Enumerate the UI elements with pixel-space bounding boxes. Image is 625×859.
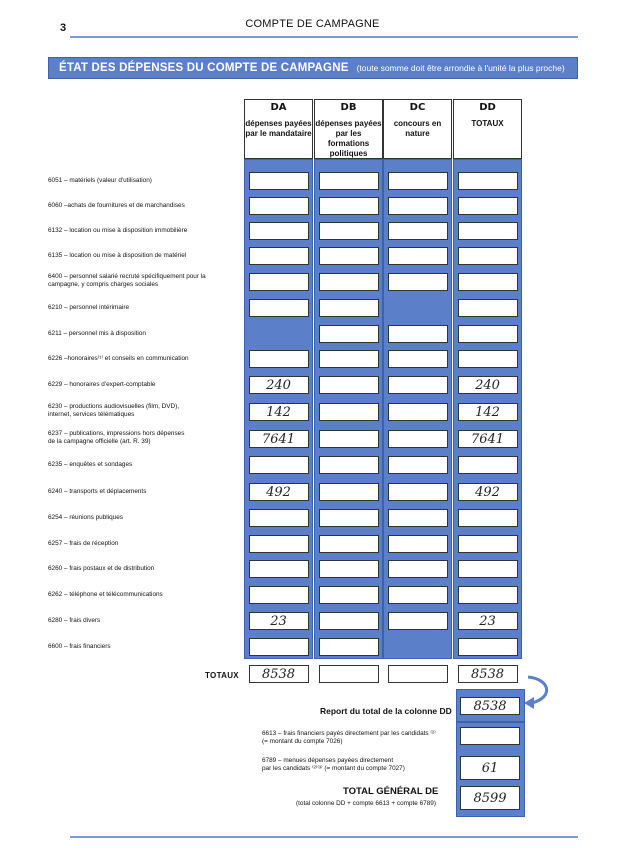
account-6789-field[interactable]: 61 (460, 756, 520, 780)
amount-field-dd[interactable] (458, 456, 518, 474)
total-field-dd[interactable]: 8538 (458, 665, 518, 683)
amount-field-da[interactable] (249, 222, 309, 240)
amount-field-dd[interactable] (458, 638, 518, 656)
amount-field-da[interactable] (249, 638, 309, 656)
amount-field-dd[interactable] (458, 197, 518, 215)
total-field-db[interactable] (319, 665, 379, 683)
row-label: 6237 – publications, impressions hors dépenses de la campagne officielle (art. R. 39) (48, 430, 185, 445)
column-header-dd (453, 99, 522, 159)
amount-field-dc[interactable] (388, 509, 448, 527)
report-label: Report du total de la colonne DD (320, 706, 452, 716)
amount-field-dd[interactable]: 492 (458, 483, 518, 501)
row-label: 6226 –honoraires⁽¹⁾ et conseils en communication (48, 355, 189, 362)
column-label: TOTAUX (471, 119, 504, 128)
amount-field-dd[interactable] (458, 509, 518, 527)
row-label: 6051 – matériels (valeur d'utilisation) (48, 177, 152, 184)
amount-field-dc[interactable] (388, 197, 448, 215)
account-6613-field[interactable] (460, 727, 520, 745)
row-label: 6135 – location ou mise à disposition de matériel (48, 252, 187, 259)
amount-field-dd[interactable] (458, 299, 518, 317)
section-banner (48, 57, 578, 79)
column-code: DC (409, 102, 426, 113)
amount-field-db[interactable] (319, 403, 379, 421)
column-label: concours en nature (393, 119, 442, 138)
amount-field-db[interactable] (319, 273, 379, 291)
amount-field-da[interactable]: 7641 (249, 430, 309, 448)
row-label: 6254 – réunions publiques (48, 514, 123, 521)
footer-rule (70, 836, 578, 838)
row-label: 6260 – frais postaux et de distribution (48, 565, 155, 572)
header-rule (70, 36, 578, 38)
amount-field-dc[interactable] (388, 172, 448, 190)
amount-field-db[interactable] (319, 350, 379, 368)
column-code: DD (479, 102, 496, 113)
column-code: DB (340, 102, 357, 113)
column-header-dc (383, 99, 452, 159)
row-label: 6060 –achats de fournitures et de marchandises (48, 202, 185, 209)
row-label: 6280 – frais divers (48, 617, 101, 624)
row-label: 6230 – productions audiovisuelles (film, DVD), internet, services télématiques (48, 403, 180, 418)
amount-field-dc[interactable] (388, 456, 448, 474)
column-code: DA (270, 102, 287, 113)
row-label: 6240 – transports et déplacements (48, 488, 147, 495)
amount-field-db[interactable] (319, 222, 379, 240)
amount-field-dc[interactable] (388, 247, 448, 265)
row-label: 6262 – téléphone et télécommunications (48, 591, 163, 598)
amount-field-dd[interactable] (458, 535, 518, 553)
amount-field-da[interactable]: 23 (249, 612, 309, 630)
amount-field-dd[interactable]: 240 (458, 376, 518, 394)
amount-field-dc[interactable] (388, 560, 448, 578)
amount-field-da[interactable] (249, 273, 309, 291)
account-6789-label: 6789 – menues dépenses payées directement par les candidats ⁽²⁾⁽³⁾ (= montant du compte 7027) (262, 757, 405, 772)
amount-field-dc[interactable] (388, 222, 448, 240)
row-label: 6210 – personnel intérimaire (48, 304, 129, 311)
amount-field-db[interactable] (319, 456, 379, 474)
amount-field-dd[interactable] (458, 350, 518, 368)
amount-field-dd[interactable] (458, 247, 518, 265)
report-total-field[interactable]: 8538 (460, 697, 520, 715)
amount-field-da[interactable]: 492 (249, 483, 309, 501)
account-6613-label: 6613 – frais financiers payés directement par les candidats ⁽²⁾ (= montant du compte 7026) (262, 730, 436, 745)
amount-field-dd[interactable]: 23 (458, 612, 518, 630)
amount-field-dc[interactable] (388, 586, 448, 604)
totals-label: TOTAUX (205, 671, 239, 680)
row-label: 6229 – honoraires d'expert-comptable (48, 381, 156, 388)
column-header-da (244, 99, 313, 159)
banner-note: (toute somme doit être arrondie à l'unité la plus proche) (356, 63, 565, 73)
amount-field-db[interactable] (319, 430, 379, 448)
total-field-da[interactable]: 8538 (249, 665, 309, 683)
amount-field-db[interactable] (319, 483, 379, 501)
amount-field-dd[interactable] (458, 222, 518, 240)
amount-field-dc[interactable] (388, 273, 448, 291)
amount-field-db[interactable] (319, 325, 379, 343)
total-general-subtitle: (total colonne DD + compte 6613 + compte 6789) (296, 800, 436, 807)
document-title: COMPTE DE CAMPAGNE (245, 18, 380, 30)
amount-field-da[interactable] (249, 535, 309, 553)
amount-field-dd[interactable]: 7641 (458, 430, 518, 448)
amount-field-db[interactable] (319, 299, 379, 317)
row-label: 6257 – frais de réception (48, 540, 119, 547)
column-label: dépenses payées par le mandataire (245, 119, 312, 138)
amount-field-da[interactable] (249, 172, 309, 190)
amount-field-dc[interactable] (388, 376, 448, 394)
amount-field-db[interactable] (319, 172, 379, 190)
amount-field-dc[interactable] (388, 350, 448, 368)
amount-field-dc[interactable] (388, 403, 448, 421)
amount-field-db[interactable] (319, 638, 379, 656)
amount-field-da[interactable] (249, 350, 309, 368)
amount-field-dc[interactable] (388, 535, 448, 553)
amount-field-db[interactable] (319, 535, 379, 553)
total-general-field[interactable]: 8599 (460, 786, 520, 810)
amount-field-da[interactable] (249, 456, 309, 474)
amount-field-dc[interactable] (388, 325, 448, 343)
amount-field-dd[interactable] (458, 325, 518, 343)
amount-field-db[interactable] (319, 560, 379, 578)
total-general-label: TOTAL GÉNÉRAL DE (343, 786, 439, 797)
total-field-dc[interactable] (388, 665, 448, 683)
amount-field-db[interactable] (319, 612, 379, 630)
amount-field-da[interactable]: 240 (249, 376, 309, 394)
report-arrow-icon (520, 673, 560, 713)
amount-field-dc[interactable] (388, 612, 448, 630)
page-number: 3 (60, 22, 67, 34)
amount-field-da[interactable] (249, 560, 309, 578)
amount-field-da[interactable] (249, 586, 309, 604)
amount-field-db[interactable] (319, 376, 379, 394)
amount-field-da[interactable] (249, 299, 309, 317)
amount-field-db[interactable] (319, 586, 379, 604)
row-label: 6132 – location ou mise à disposition immobilière (48, 227, 188, 234)
amount-field-dd[interactable] (458, 586, 518, 604)
amount-field-db[interactable] (319, 509, 379, 527)
amount-field-dd[interactable] (458, 172, 518, 190)
amount-field-db[interactable] (319, 197, 379, 215)
amount-field-dd[interactable] (458, 560, 518, 578)
amount-field-da[interactable] (249, 509, 309, 527)
amount-field-db[interactable] (319, 247, 379, 265)
row-label: 6211 – personnel mis à disposition (48, 330, 146, 337)
amount-field-da[interactable] (249, 197, 309, 215)
amount-field-da[interactable] (249, 247, 309, 265)
amount-field-dd[interactable] (458, 273, 518, 291)
amount-field-dd[interactable]: 142 (458, 403, 518, 421)
amount-field-dc[interactable] (388, 430, 448, 448)
row-label: 6400 – personnel salarié recruté spécifiquement pour la campagne, y compris charges sociales (48, 273, 206, 288)
row-label: 6600 – frais financiers (48, 643, 111, 650)
column-header-db (314, 99, 383, 159)
amount-field-da[interactable]: 142 (249, 403, 309, 421)
row-label: 6235 – enquêtes et sondages (48, 461, 133, 468)
banner-title: ÉTAT DES DÉPENSES DU COMPTE DE CAMPAGNE (59, 62, 349, 74)
amount-field-dc[interactable] (388, 483, 448, 501)
column-label: dépenses payées par les formations politiques (315, 119, 382, 158)
